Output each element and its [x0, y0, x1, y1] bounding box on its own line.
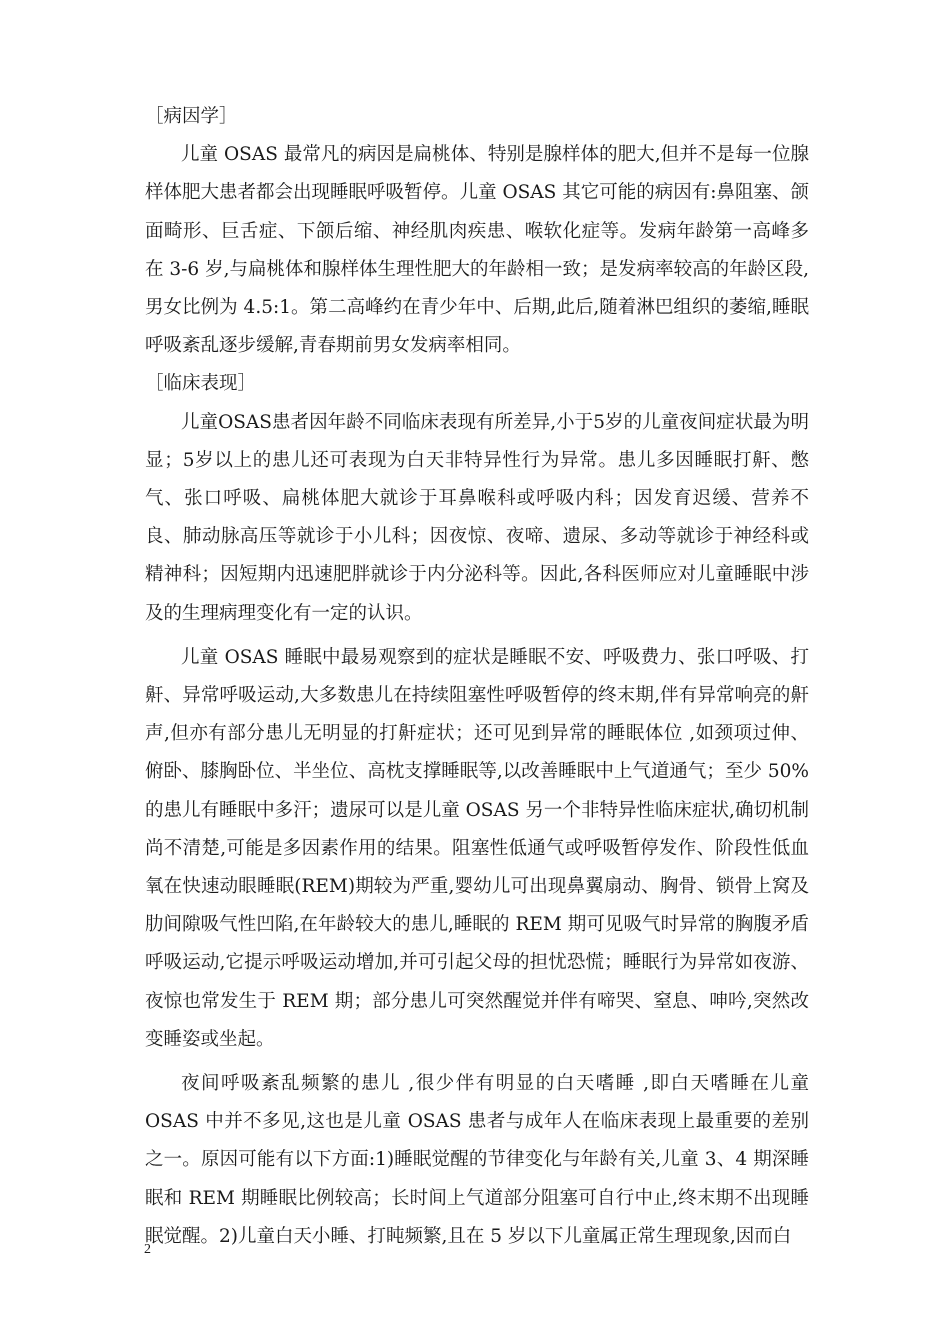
- clinical-paragraph-3: 夜间呼吸紊乱频繁的患儿 ,很少伴有明显的白天嗜睡 ,即白天嗜睡在儿童 OSAS 中并不多见,这也是儿童 OSAS 患者与成年人在临床表现上最重要的差别之一。原因可能有以下方面:1)睡眠觉醒的节律变化与年龄有关,儿童 3、4 期深睡眠和 REM 期睡眠比例较高；长时间上气道部分阻塞可自行中止,终末期不出现睡眠觉醒。2)儿童白天小睡、打盹频繁,且在 5 岁以下儿童属正常生理现象,因而白: [145, 1073, 809, 1247]
- clinical-paragraph-2: 儿童 OSAS 睡眠中最易观察到的症状是睡眠不安、呼吸费力、张口呼吸、打鼾、异常呼吸运动,大多数患儿在持续阻塞性呼吸暂停的终末期,伴有异常响亮的鼾声,但亦有部分患儿无明显的打鼾症状；还可见到异常的睡眠体位 ,如颈项过伸、俯卧、膝胸卧位、半坐位、高枕支撑睡眠等,以改善睡眠中上气道通气；至少 50%的患儿有睡眠中多汗；遗尿可以是儿童 OSAS 另一个非特异性临床症状,确切机制尚不清楚,可能是多因素作用的结果。阻塞性低通气或呼吸暂停发作、阶段性低血氧在快速动眼睡眠(REM)期较为严重,婴幼儿可出现鼻翼扇动、胸骨、锁骨上窝及肋间隙吸气性凹陷,在年龄较大的患儿,睡眠的 REM 期可见吸气时异常的胸腹矛盾呼吸运动,它提示呼吸运动增加,并可引起父母的担忧恐慌；睡眠行为异常如夜游、夜惊也常发生于 REM 期；部分患儿可突然醒觉并伴有啼哭、窒息、呻吟,突然改变睡姿或坐起。: [145, 646, 809, 1050]
- clinical-paragraph-1: 儿童OSAS患者因年龄不同临床表现有所差异,小于5岁的儿童夜间症状最为明显；5岁以上的患儿还可表现为白天非特异性行为异常。患儿多因睡眠打鼾、憋气、张口呼吸、扁桃体肥大就诊于耳鼻喉科或呼吸内科；因发育迟缓、营养不良、肺动脉高压等就诊于小儿科；因夜惊、夜啼、遗尿、多动等就诊于神经科或精神科；因短期内迅速肥胖就诊于内分泌科等。因此,各科医师应对儿童睡眠中涉及的生理病理变化有一定的认识。: [145, 411, 809, 624]
- section-heading-etiology: ［病因学］: [145, 106, 238, 127]
- document-body: [145, 98, 809, 1256]
- page-number: 2: [144, 1242, 151, 1257]
- etiology-paragraph: 儿童 OSAS 最常凡的病因是扁桃体、特别是腺样体的肥大,但并不是每一位腺样体肥大患者都会出现睡眠呼吸暂停。儿童 OSAS 其它可能的病因有:鼻阻塞、颌面畸形、巨舌症、下颌后缩、神经肌肉疾患、喉软化症等。发病年龄第一高峰多在 3-6 岁,与扁桃体和腺样体生理性肥大的年龄相一致；是发病率较高的年龄区段,男女比例为 4.5:1。第二高峰约在青少年中、后期,此后,随着淋巴组织的萎缩,睡眠呼吸紊乱逐步缓解,青春期前男女发病率相同。: [145, 144, 809, 357]
- section-heading-clinical-manifestations: ［临床表现］: [145, 373, 257, 395]
